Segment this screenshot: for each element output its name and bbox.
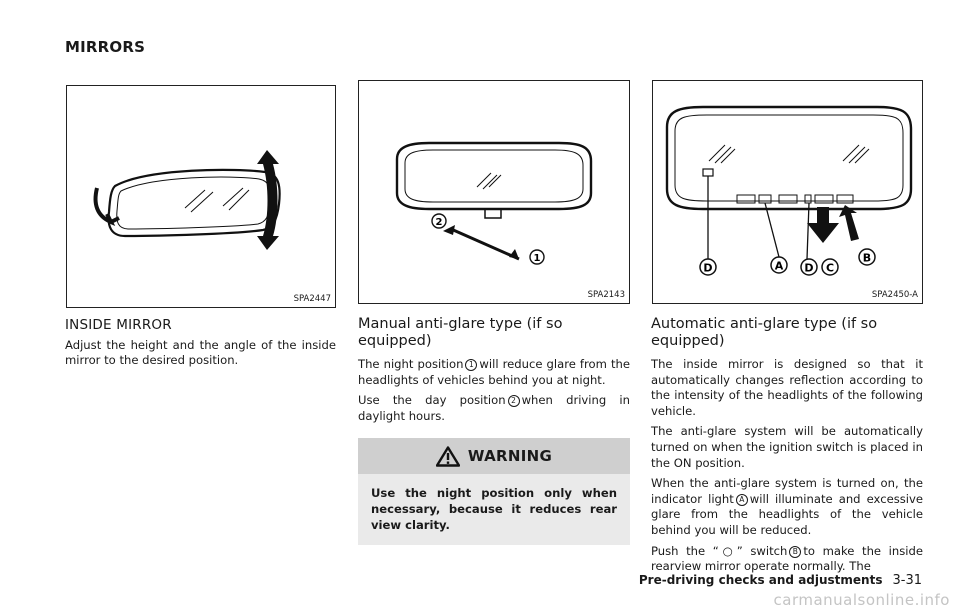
text-run: When the anti-glare system is turned on, the indicator light xyxy=(651,476,923,506)
heading-manual-antiglare: Manual anti-glare type (if so equipped) xyxy=(358,316,563,349)
automatic-mirror-illustration xyxy=(653,81,922,303)
column-manual-antiglare xyxy=(358,316,630,545)
text-run: will illuminate and excessive glare from the headlights of the vehicle behind you will be reduced. xyxy=(651,491,923,537)
callout-d-right: D xyxy=(804,261,814,275)
text-run: when driving in daylight hours. xyxy=(358,393,630,423)
paragraph: The inside mirror is designed so that it automatically changes reflection according to the intensity of the headlights of the following vehicle. xyxy=(651,357,923,418)
warning-header xyxy=(358,438,630,474)
callout-2: 2 xyxy=(435,217,443,228)
callout-c: C xyxy=(825,261,835,275)
column-automatic-antiglare xyxy=(651,316,923,580)
warning-text: Use the night position only when necessary, because it reduces rear view clarity. xyxy=(371,486,617,532)
text-run: to make the inside rearview mirror operate normally. The xyxy=(651,543,923,574)
figure-code: SPA2143 xyxy=(587,290,625,300)
column-inside-mirror xyxy=(65,318,336,374)
figure-manual-antiglare xyxy=(358,80,630,304)
circle-symbol: ○ xyxy=(718,543,737,558)
text-run: Push the “ xyxy=(651,543,719,558)
figure-inside-mirror xyxy=(66,85,336,308)
paragraph-night-position xyxy=(358,357,630,388)
inside-mirror-illustration xyxy=(67,86,335,307)
figure-auto-antiglare xyxy=(652,80,923,304)
warning-title: WARNING xyxy=(467,446,553,465)
figure-code: SPA2450-A xyxy=(871,290,918,300)
callout-mark-2: 2 xyxy=(508,395,520,407)
heading-automatic-antiglare: Automatic anti-glare type (if so equipped) xyxy=(651,316,878,349)
text-run: ” switch xyxy=(736,543,788,558)
warning-triangle-icon xyxy=(436,446,460,467)
callout-1: 1 xyxy=(533,253,541,264)
text-run: Use the day position xyxy=(358,393,506,408)
paragraph-switch xyxy=(651,544,923,575)
paragraph-day-position xyxy=(358,393,630,424)
paragraph: The anti-glare system will be automatically turned on when the ignition switch is placed in the ON position. xyxy=(651,424,923,470)
paragraph-indicator-light xyxy=(651,476,923,538)
text-run: The night position xyxy=(358,357,464,371)
footer-section-name: Pre-driving checks and adjustments xyxy=(638,573,883,587)
paragraph: Adjust the height and the angle of the inside mirror to the desired position. xyxy=(65,337,336,368)
page-number: 3-31 xyxy=(892,573,922,588)
text-run: will reduce glare from the headlights of vehicles behind you at night. xyxy=(358,357,630,387)
callout-mark-a: A xyxy=(736,494,748,506)
section-title: MIRRORS xyxy=(65,38,146,56)
manual-mirror-illustration xyxy=(359,81,629,303)
watermark: carmanualsonline.info xyxy=(773,591,950,609)
callout-mark-1: 1 xyxy=(465,359,477,371)
figure-code: SPA2447 xyxy=(293,294,331,304)
callout-d-left: D xyxy=(703,261,713,275)
callout-a: A xyxy=(774,259,784,273)
warning-box xyxy=(358,438,630,545)
callout-mark-b: B xyxy=(789,546,801,558)
page-footer xyxy=(639,573,922,588)
heading-inside-mirror: INSIDE MIRROR xyxy=(65,317,172,333)
callout-b: B xyxy=(862,251,872,265)
